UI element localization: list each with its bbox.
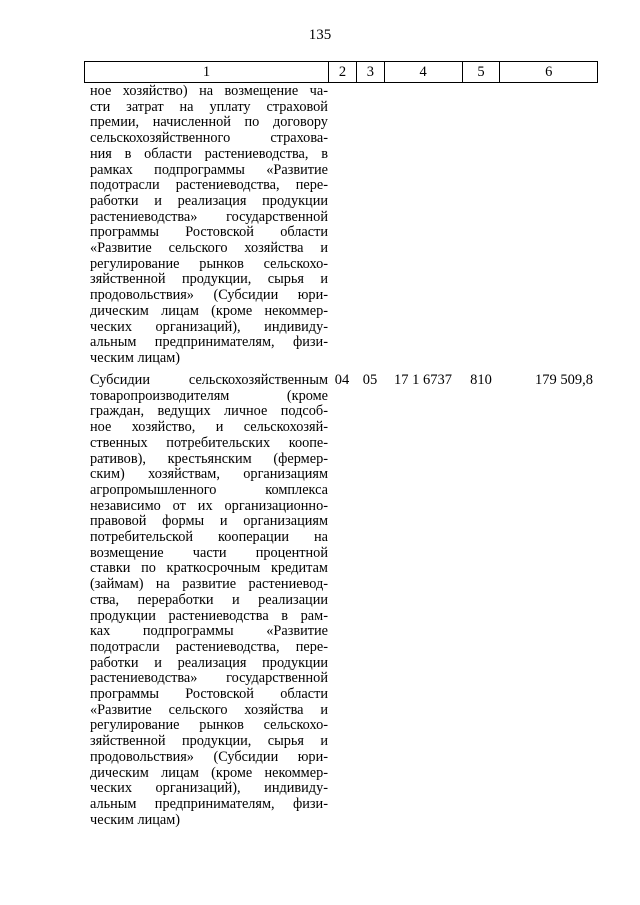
description-line: ческим лицам) bbox=[90, 811, 181, 828]
description-line: ческим лицам) bbox=[90, 349, 181, 366]
description-line: продукции растениеводства в рам- bbox=[90, 607, 328, 624]
description-line: подотрасли растениеводства, пере- bbox=[90, 177, 328, 194]
description-line: дическим лицам (кроме некоммер- bbox=[90, 302, 328, 319]
description-line: ративов), крестьянским (фермер- bbox=[90, 450, 328, 467]
column-header-6: 6 bbox=[499, 62, 597, 82]
column-header-4: 4 bbox=[384, 62, 462, 82]
description-line: ное хозяйство) на возмещение ча- bbox=[90, 83, 328, 99]
description-line: программы Ростовской области bbox=[90, 686, 328, 703]
description-line: независимо от их организационно- bbox=[90, 497, 328, 514]
column-header-2: 2 bbox=[328, 62, 356, 82]
description-line: (займам) на развитие растениевод- bbox=[90, 576, 328, 593]
table-row bbox=[84, 373, 598, 828]
description-line: ским) хозяйствам, организациям bbox=[90, 466, 328, 483]
description-line: регулирование рынков сельскохо- bbox=[90, 717, 328, 734]
description-line: возмещение части процентной bbox=[90, 544, 328, 561]
description-line: премии, начисленной по договору bbox=[90, 114, 328, 131]
row-cell-3: 05 bbox=[362, 372, 378, 388]
description-line: работки и реализация продукции bbox=[90, 654, 328, 671]
row-cell-6 bbox=[500, 84, 598, 367]
description-line: ческих организаций), индивиду- bbox=[90, 780, 328, 797]
description-line: агропромышленного комплекса bbox=[90, 481, 328, 498]
description-line: работки и реализация продукции bbox=[90, 192, 328, 209]
description-line: растениеводства» государственной bbox=[90, 208, 328, 225]
description-line: сельскохозяйственного страхова- bbox=[90, 130, 328, 147]
row-cell-5: 810 bbox=[470, 372, 492, 388]
description-line: программы Ростовской области bbox=[90, 224, 328, 241]
description-line: ставки по краткосрочным кредитам bbox=[90, 560, 328, 577]
column-header-5: 5 bbox=[462, 62, 500, 82]
description-line: потребительской кооперации на bbox=[90, 529, 328, 546]
description-line: альным предпринимателям, физи- bbox=[90, 334, 328, 351]
description-line: «Развитие сельского хозяйства и bbox=[90, 701, 328, 718]
description-line: альным предпринимателям, физи- bbox=[90, 795, 328, 812]
description-line: дическим лицам (кроме некоммер- bbox=[90, 764, 328, 781]
description-line: ках подпрограммы «Развитие bbox=[90, 623, 328, 640]
description-line: «Развитие сельского хозяйства и bbox=[90, 240, 328, 257]
page-number: 135 bbox=[308, 27, 332, 43]
description-line: граждан, ведущих личное подсоб- bbox=[90, 403, 328, 420]
description-line: товаропроизводителям (кроме bbox=[90, 387, 328, 404]
description-line: зяйственной продукции, сырья и bbox=[90, 271, 328, 288]
row-cell-2 bbox=[328, 84, 356, 367]
description-line: ческих организаций), индивиду- bbox=[90, 318, 328, 335]
description-line: регулирование рынков сельскохо- bbox=[90, 255, 328, 272]
table-header-row bbox=[84, 61, 598, 83]
description-line: ственных потребительских коопе- bbox=[90, 434, 328, 451]
column-header-3: 3 bbox=[356, 62, 384, 82]
description-line: ное хозяйство, и сельскохозяй- bbox=[90, 419, 328, 436]
row-description bbox=[84, 84, 328, 367]
row-cell-4 bbox=[384, 84, 462, 367]
description-line: продовольствия» (Субсидии юри- bbox=[90, 748, 328, 765]
row-cell-3 bbox=[356, 84, 384, 367]
description-line: рамках подпрограммы «Развитие bbox=[90, 161, 328, 178]
row-cell-6: 179 509,8 bbox=[535, 372, 593, 388]
description-line: правовой формы и организациям bbox=[90, 513, 328, 530]
description-line: подотрасли растениеводства, пере- bbox=[90, 638, 328, 655]
description-line: ства, переработки и реализации bbox=[90, 591, 328, 608]
row-cell-5 bbox=[462, 84, 500, 367]
description-line: Субсидии сельскохозяйственным bbox=[90, 372, 328, 388]
row-cell-4: 17 1 6737 bbox=[394, 372, 452, 388]
table-row bbox=[84, 84, 598, 367]
column-header-1: 1 bbox=[202, 64, 211, 80]
description-line: сти затрат на уплату страховой bbox=[90, 98, 328, 115]
row-cell-2: 04 bbox=[334, 372, 350, 388]
description-line: зяйственной продукции, сырья и bbox=[90, 733, 328, 750]
description-line: продовольствия» (Субсидии юри- bbox=[90, 287, 328, 304]
description-line: растениеводства» государственной bbox=[90, 670, 328, 687]
row-description bbox=[84, 373, 328, 828]
description-line: ния в области растениеводства, в bbox=[90, 145, 328, 162]
